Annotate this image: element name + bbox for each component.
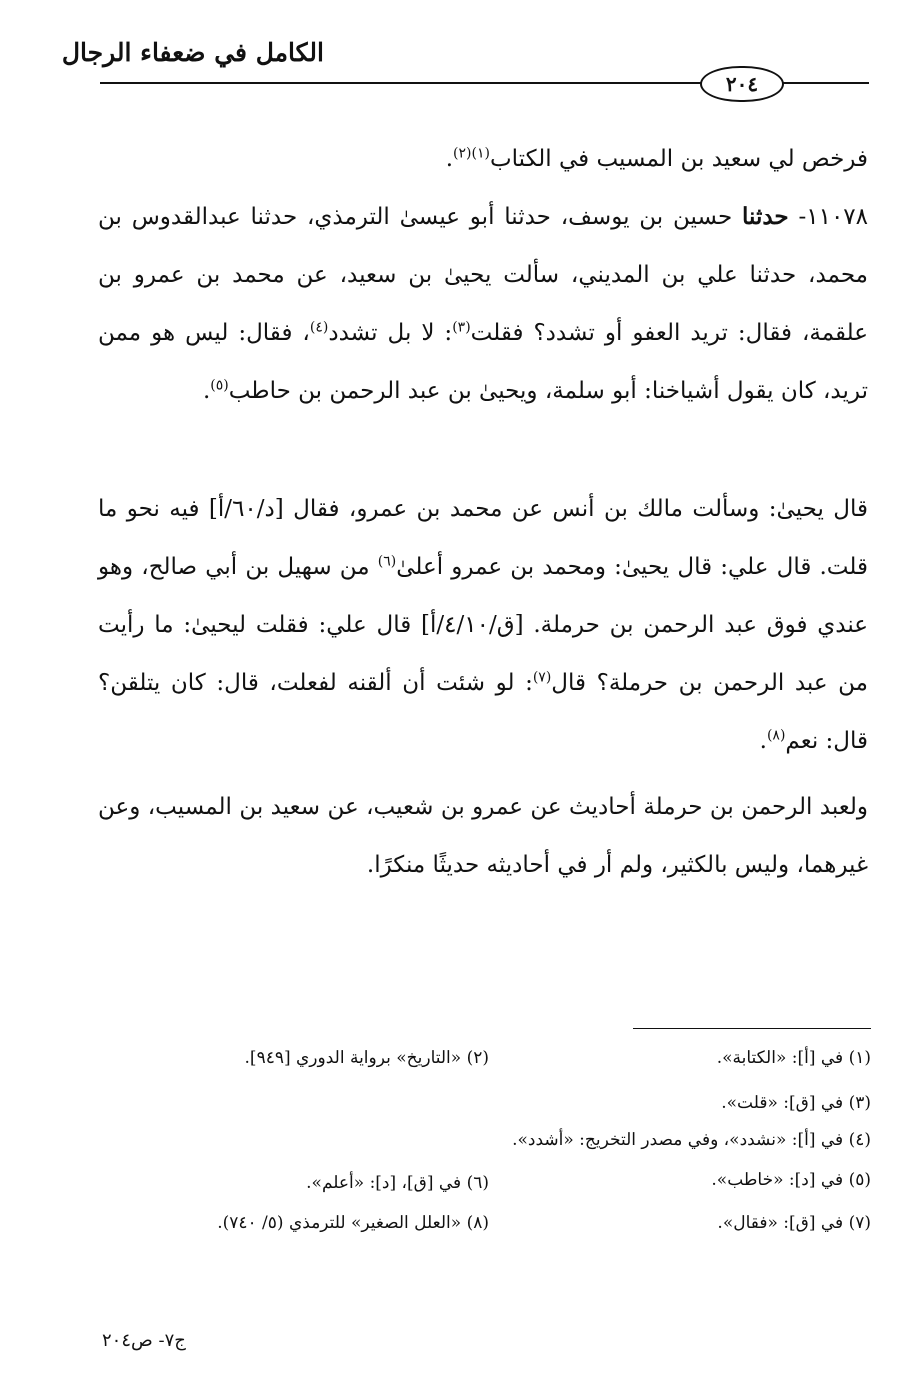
footnote-ref-1-2[interactable]: (١)(٢): [453, 145, 490, 162]
footnote-6: (٦) في [ق]، [د]: «أعلم».: [306, 1173, 489, 1193]
paragraph-text: ولعبد الرحمن بن حرملة أحاديث عن عمرو بن شعيب، عن سعيد بن المسيب، وعن غيرهما، وليس بالكثير، ولم أر في أحاديثه حديثًا منكرًا.: [98, 794, 868, 878]
paragraph-yahya: [98, 480, 868, 770]
intro-line: [340, 130, 868, 188]
footnote-separator: [633, 1028, 871, 1029]
paragraph-text: حسين بن يوسف، حدثنا أبو عيسىٰ الترمذي، حدثنا عبدالقدوس بن محمد، حدثنا علي بن المديني، سألت يحيىٰ بن سعيد، عن محمد بن عمرو بن علقمة، فقال: تريد العفو أو تشدد؟ فقلت: [98, 204, 868, 346]
paragraph-text: .: [759, 728, 767, 754]
paragraph-text: قال يحيىٰ: وسألت مالك بن أنس عن محمد بن عمرو، فقال [د/٦٠/أ] فيه نحو ما قلت. قال علي: قال يحيىٰ: ومحمد بن عمرو أعلىٰ: [98, 496, 868, 580]
running-header-title: الكامل في ضعفاء الرجال: [61, 38, 324, 67]
hadith-lead-word: حدثنا: [742, 203, 789, 230]
footnote-5: (٥) في [د]: «خاطب».: [711, 1170, 871, 1190]
footnote-ref-6[interactable]: (٦): [377, 553, 397, 570]
paragraph-hadith-11078: [98, 188, 868, 420]
intro-end: .: [445, 146, 454, 172]
footnote-7: (٧) في [ق]: «فقال».: [717, 1213, 871, 1233]
volume-page-footer: ج٧- ص٢٠٤: [102, 1330, 186, 1351]
footnote-2: (٢) «التاريخ» برواية الدوري [٩٤٩].: [244, 1048, 489, 1068]
paragraph-text: .: [202, 378, 211, 404]
footnote-8: (٨) «العلل الصغير» للترمذي (٥/ ٧٤٠).: [217, 1213, 489, 1233]
page-number-badge: ٢٠٤: [700, 66, 784, 102]
footnote-4: (٤) في [أ]: «نشدد»، وفي مصدر التخريج: «أشدد».: [512, 1130, 871, 1150]
footnote-ref-3[interactable]: (٣): [452, 319, 471, 336]
footnote-ref-7[interactable]: (٧): [532, 669, 552, 686]
paragraph-text: : لا بل تشدد: [328, 320, 453, 346]
footnote-ref-4[interactable]: (٤): [309, 319, 329, 336]
intro-text: فرخص لي سعيد بن المسيب في الكتاب: [489, 146, 868, 172]
footnote-3: (٣) في [ق]: «قلت».: [721, 1093, 871, 1113]
paragraph-text: ، فقال: ليس هو ممن تريد، كان يقول أشياخنا: أبو سلمة، ويحيىٰ بن عبد الرحمن بن حاطب: [98, 320, 868, 404]
footnote-ref-8[interactable]: (٨): [766, 727, 786, 744]
footnote-ref-5[interactable]: (٥): [210, 377, 229, 394]
footnote-1: (١) في [أ]: «الكتابة».: [716, 1048, 871, 1068]
paragraph-ibn-harmala: [98, 778, 868, 894]
hadith-number: ١١٠٧٨-: [798, 204, 869, 230]
paragraph-text: : لو شئت أن ألقنه لفعلت، قال: كان يتلقن؟ قال: نعم: [98, 670, 868, 754]
paragraph-text: من سهيل بن أبي صالح، وهو عندي فوق عبد الرحمن بن حرملة. [ق/٤/١٠/أ] قال علي: فقلت ليحيىٰ: ما رأيت من عبد الرحمن بن حرملة؟ قال: [98, 554, 869, 696]
